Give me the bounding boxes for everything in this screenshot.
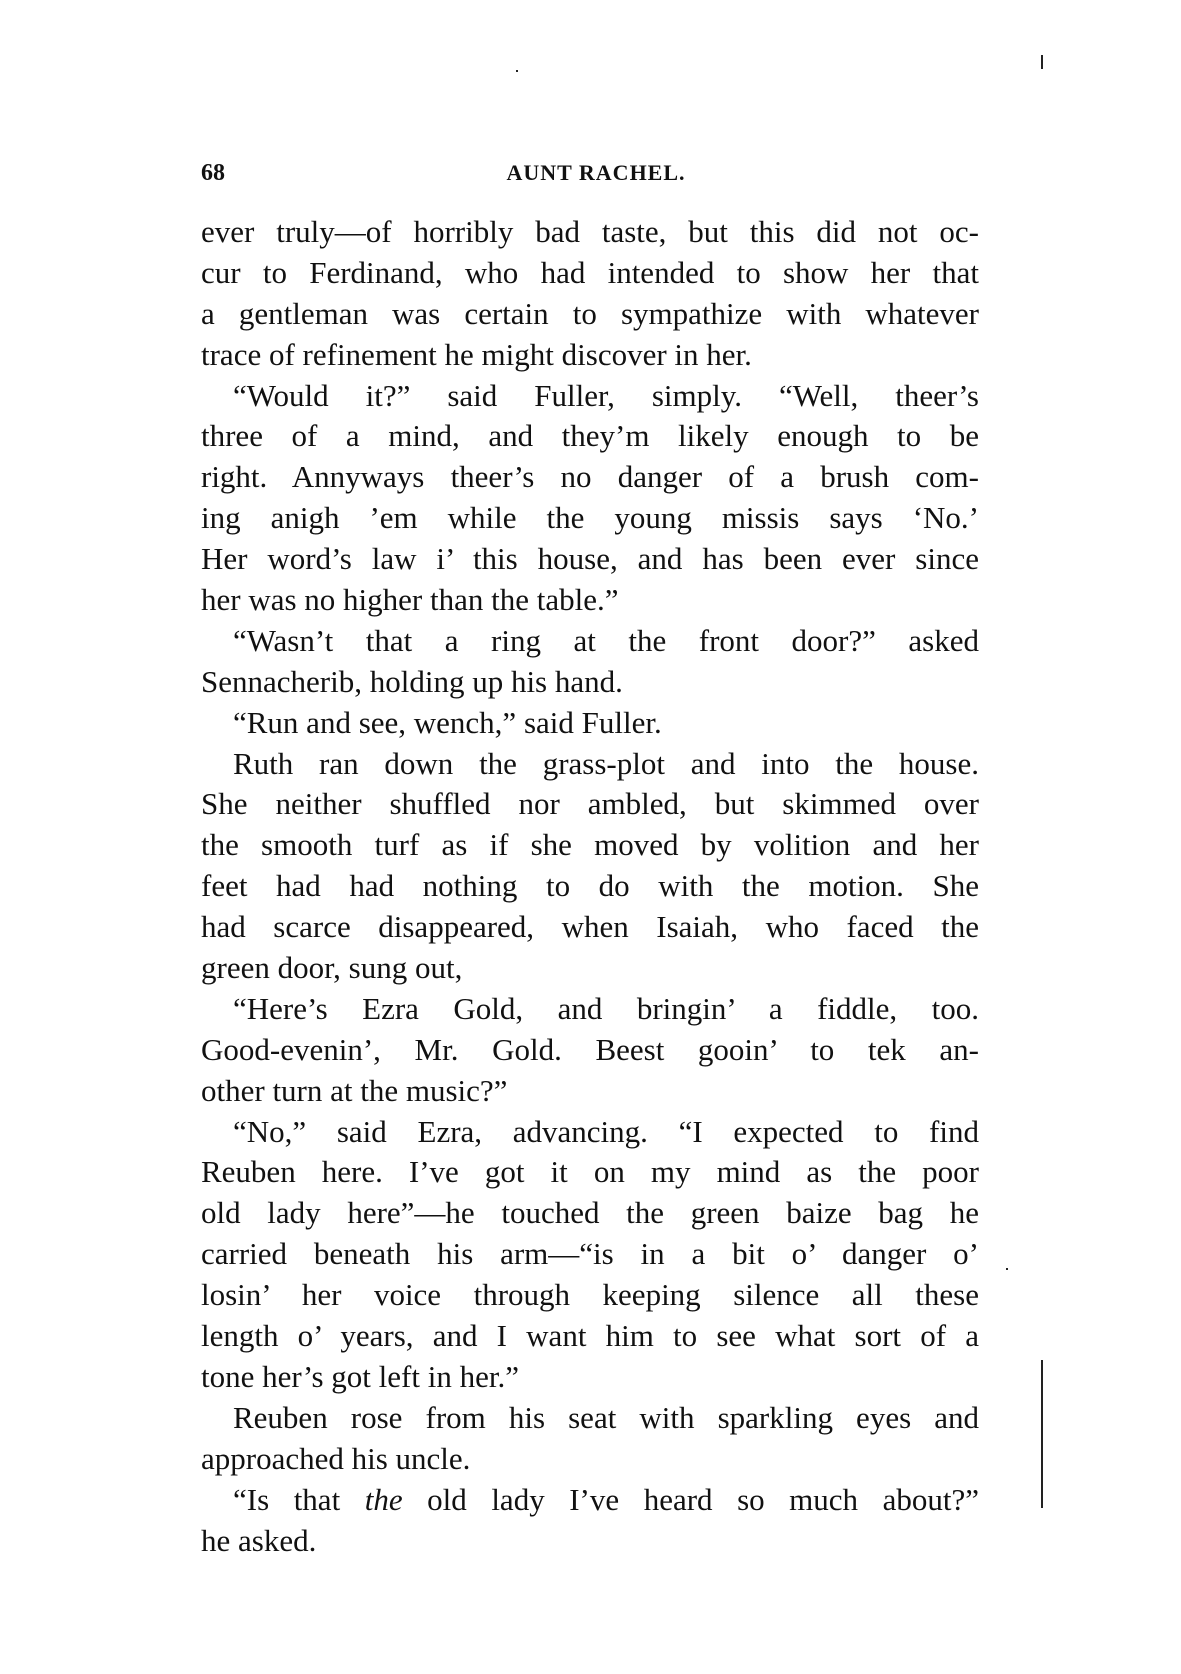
- line-text: “Would it?” said Fuller, simply. “Well, theer’s: [233, 377, 979, 413]
- text-line: [201, 457, 979, 498]
- text-line: [201, 416, 979, 457]
- text-line: [201, 1275, 979, 1316]
- text-line: [201, 825, 979, 866]
- line-text: had scarce disappeared, when Isaiah, who faced the: [201, 909, 979, 945]
- text-line: [201, 744, 979, 785]
- text-line: [201, 703, 979, 744]
- page-header: [201, 160, 991, 192]
- text-line: [201, 907, 979, 948]
- text-line: [201, 539, 979, 580]
- text-line: [201, 253, 979, 294]
- text-line: [201, 212, 979, 253]
- line-text: right. Annyways theer’s no danger of a brush com-: [201, 459, 979, 495]
- line-text: approached his uncle.: [201, 1440, 471, 1476]
- line-text: ever truly—of horribly bad taste, but this did not oc-: [201, 214, 979, 249]
- text-line: [201, 1521, 979, 1562]
- text-line: [201, 376, 979, 417]
- text-line: [201, 1071, 979, 1112]
- text-line: [201, 1152, 979, 1193]
- line-text: “Wasn’t that a ring at the front door?” asked: [233, 622, 979, 658]
- line-text: “Run and see, wench,” said Fuller.: [233, 704, 662, 740]
- text-line: [201, 989, 979, 1030]
- text-line: [201, 1316, 979, 1357]
- text-line: [201, 498, 979, 539]
- text-line: [201, 1398, 979, 1439]
- text-line: [201, 580, 979, 621]
- line-text: cur to Ferdinand, who had intended to show her that: [201, 254, 979, 290]
- text-line: [201, 866, 979, 907]
- line-text: green door, sung out,: [201, 950, 463, 986]
- line-emphasis: the: [364, 1481, 403, 1517]
- scan-mark-dot-2: [1006, 1268, 1008, 1270]
- text-line: [201, 662, 979, 703]
- line-text: three of a mind, and they’m likely enough to be: [201, 418, 979, 454]
- text-line: [201, 1480, 979, 1521]
- line-text: tone her’s got left in her.”: [201, 1358, 519, 1394]
- text-line: [201, 335, 979, 376]
- line-text: other turn at the music?”: [201, 1072, 508, 1108]
- scan-mark-dot: [516, 70, 518, 72]
- text-line: [201, 1357, 979, 1398]
- line-text: the smooth turf as if she moved by volition and her: [201, 827, 979, 863]
- line-text: losin’ her voice through keeping silence all these: [201, 1277, 979, 1313]
- text-line: [201, 1030, 979, 1071]
- line-text: ing anigh ’em while the young missis says ‘No.’: [201, 500, 979, 536]
- line-text: Ruth ran down the grass-plot and into the house.: [233, 745, 979, 781]
- line-text: Reuben rose from his seat with sparkling eyes and: [233, 1399, 979, 1435]
- text-line: [201, 1193, 979, 1234]
- text-line: [201, 784, 979, 825]
- line-text: old lady here”—he touched the green baize bag he: [201, 1195, 979, 1231]
- line-text: “Is that: [233, 1481, 365, 1517]
- text-line: [201, 1112, 979, 1153]
- body-text: [201, 212, 979, 1561]
- line-text: trace of refinement he might discover in her.: [201, 336, 752, 372]
- text-line: [201, 948, 979, 989]
- running-title: AUNT RACHEL.: [506, 160, 686, 185]
- line-text: carried beneath his arm—“is in a bit o’ danger o’: [201, 1236, 979, 1272]
- scan-mark-top: [1041, 55, 1043, 69]
- text-line: [201, 621, 979, 662]
- line-text: feet had had nothing to do with the motion. She: [201, 868, 979, 904]
- line-text: Her word’s law i’ this house, and has been ever since: [201, 541, 979, 577]
- text-line: [201, 1439, 979, 1480]
- line-text: “No,” said Ezra, advancing. “I expected to find: [233, 1113, 979, 1149]
- page-number: 68: [201, 160, 225, 186]
- line-text: he asked.: [201, 1522, 317, 1558]
- text-line: [201, 1234, 979, 1275]
- line-text: She neither shuffled nor ambled, but skimmed over: [201, 786, 979, 822]
- line-text: Sennacherib, holding up his hand.: [201, 663, 623, 699]
- scan-mark-right: [1041, 1360, 1043, 1508]
- line-text: Reuben here. I’ve got it on my mind as the poor: [201, 1154, 979, 1190]
- line-text: her was no higher than the table.”: [201, 582, 619, 618]
- line-text: “Here’s Ezra Gold, and bringin’ a fiddle, too.: [233, 990, 979, 1026]
- line-text-after: old lady I’ve heard so much about?”: [402, 1481, 979, 1517]
- line-text: Good-evenin’, Mr. Gold. Beest gooin’ to tek an-: [201, 1031, 979, 1067]
- text-line: [201, 294, 979, 335]
- line-text: length o’ years, and I want him to see what sort of a: [201, 1318, 979, 1354]
- line-text: a gentleman was certain to sympathize with whatever: [201, 295, 979, 331]
